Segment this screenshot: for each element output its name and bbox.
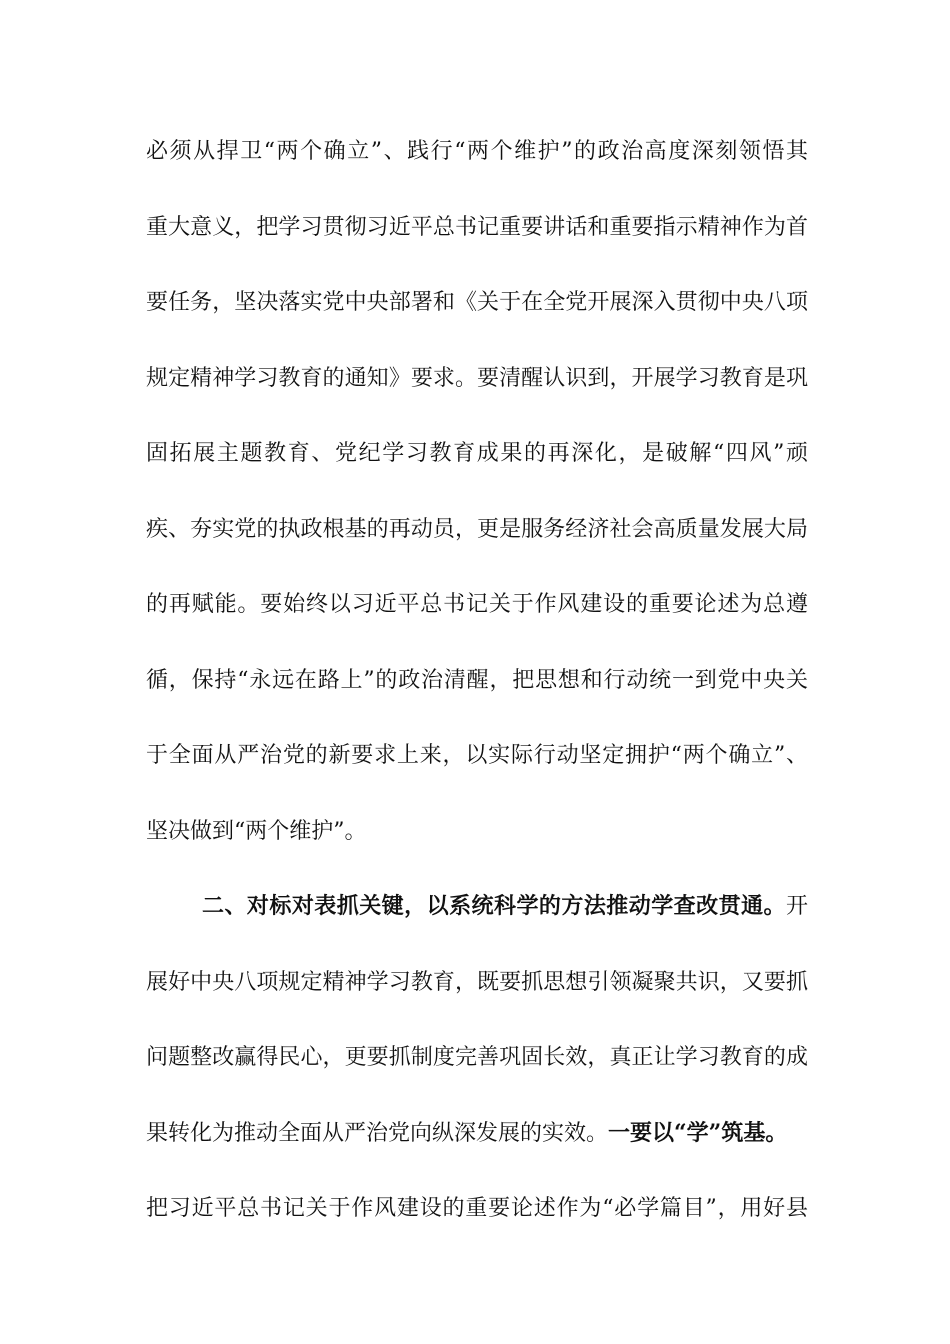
paragraph-line: 固拓展主题教育、党纪学习教育成果的再深化，是破解“四风”顽 — [146, 441, 808, 466]
section-heading-line — [146, 869, 808, 945]
paragraph-line: 坚决做到“两个维护”。 — [146, 818, 367, 844]
paragraph-line: 规定精神学习教育的通知》要求。要清醒认识到，开展学习教育是巩 — [146, 365, 808, 391]
paragraph-line: 的再赋能。要始终以习近平总书记关于作风建设的重要论述为总遵 — [146, 592, 808, 617]
paragraph-line: 问题整改赢得民心，更要抓制度完善巩固长效，真正让学习教育的成 — [146, 1045, 808, 1070]
heading-tail-text: 开 — [785, 894, 808, 919]
paragraph-line: 于全面从严治党的新要求上来，以实际行动坚定拥护“两个确立”、 — [146, 743, 808, 768]
paragraph-line: 展好中央八项规定精神学习教育，既要抓思想引领凝聚共识，又要抓 — [146, 969, 808, 995]
paragraph-line: 重大意义，把学习贯彻习近平总书记重要讲话和重要指示精神作为首 — [146, 214, 808, 240]
paragraph-line: 要任务，坚决落实党中央部署和《关于在全党开展深入贯彻中央八项 — [146, 290, 808, 315]
section-heading: 二、对标对表抓关键，以系统科学的方法推动学查改贯通。 — [202, 893, 786, 919]
paragraph-line: 循，保持“永远在路上”的政治清醒，把思想和行动统一到党中央关 — [146, 667, 808, 693]
subheading-bold: 一要以“学”筑基。 — [608, 1119, 788, 1146]
paragraph-line: 把习近平总书记关于作风建设的重要论述作为“必学篇目”，用好县 — [146, 1196, 808, 1221]
line-text: 果转化为推动全面从严治党向纵深发展的实效。 — [146, 1120, 609, 1146]
paragraph-line: 疾、夯实党的执政根基的再动员，更是服务经济社会高质量发展大局 — [146, 516, 808, 542]
document-body — [146, 114, 808, 1247]
paragraph-line — [146, 1096, 808, 1172]
paragraph-line: 必须从捍卫“两个确立”、践行“两个维护”的政治高度深刻领悟其 — [146, 139, 808, 164]
